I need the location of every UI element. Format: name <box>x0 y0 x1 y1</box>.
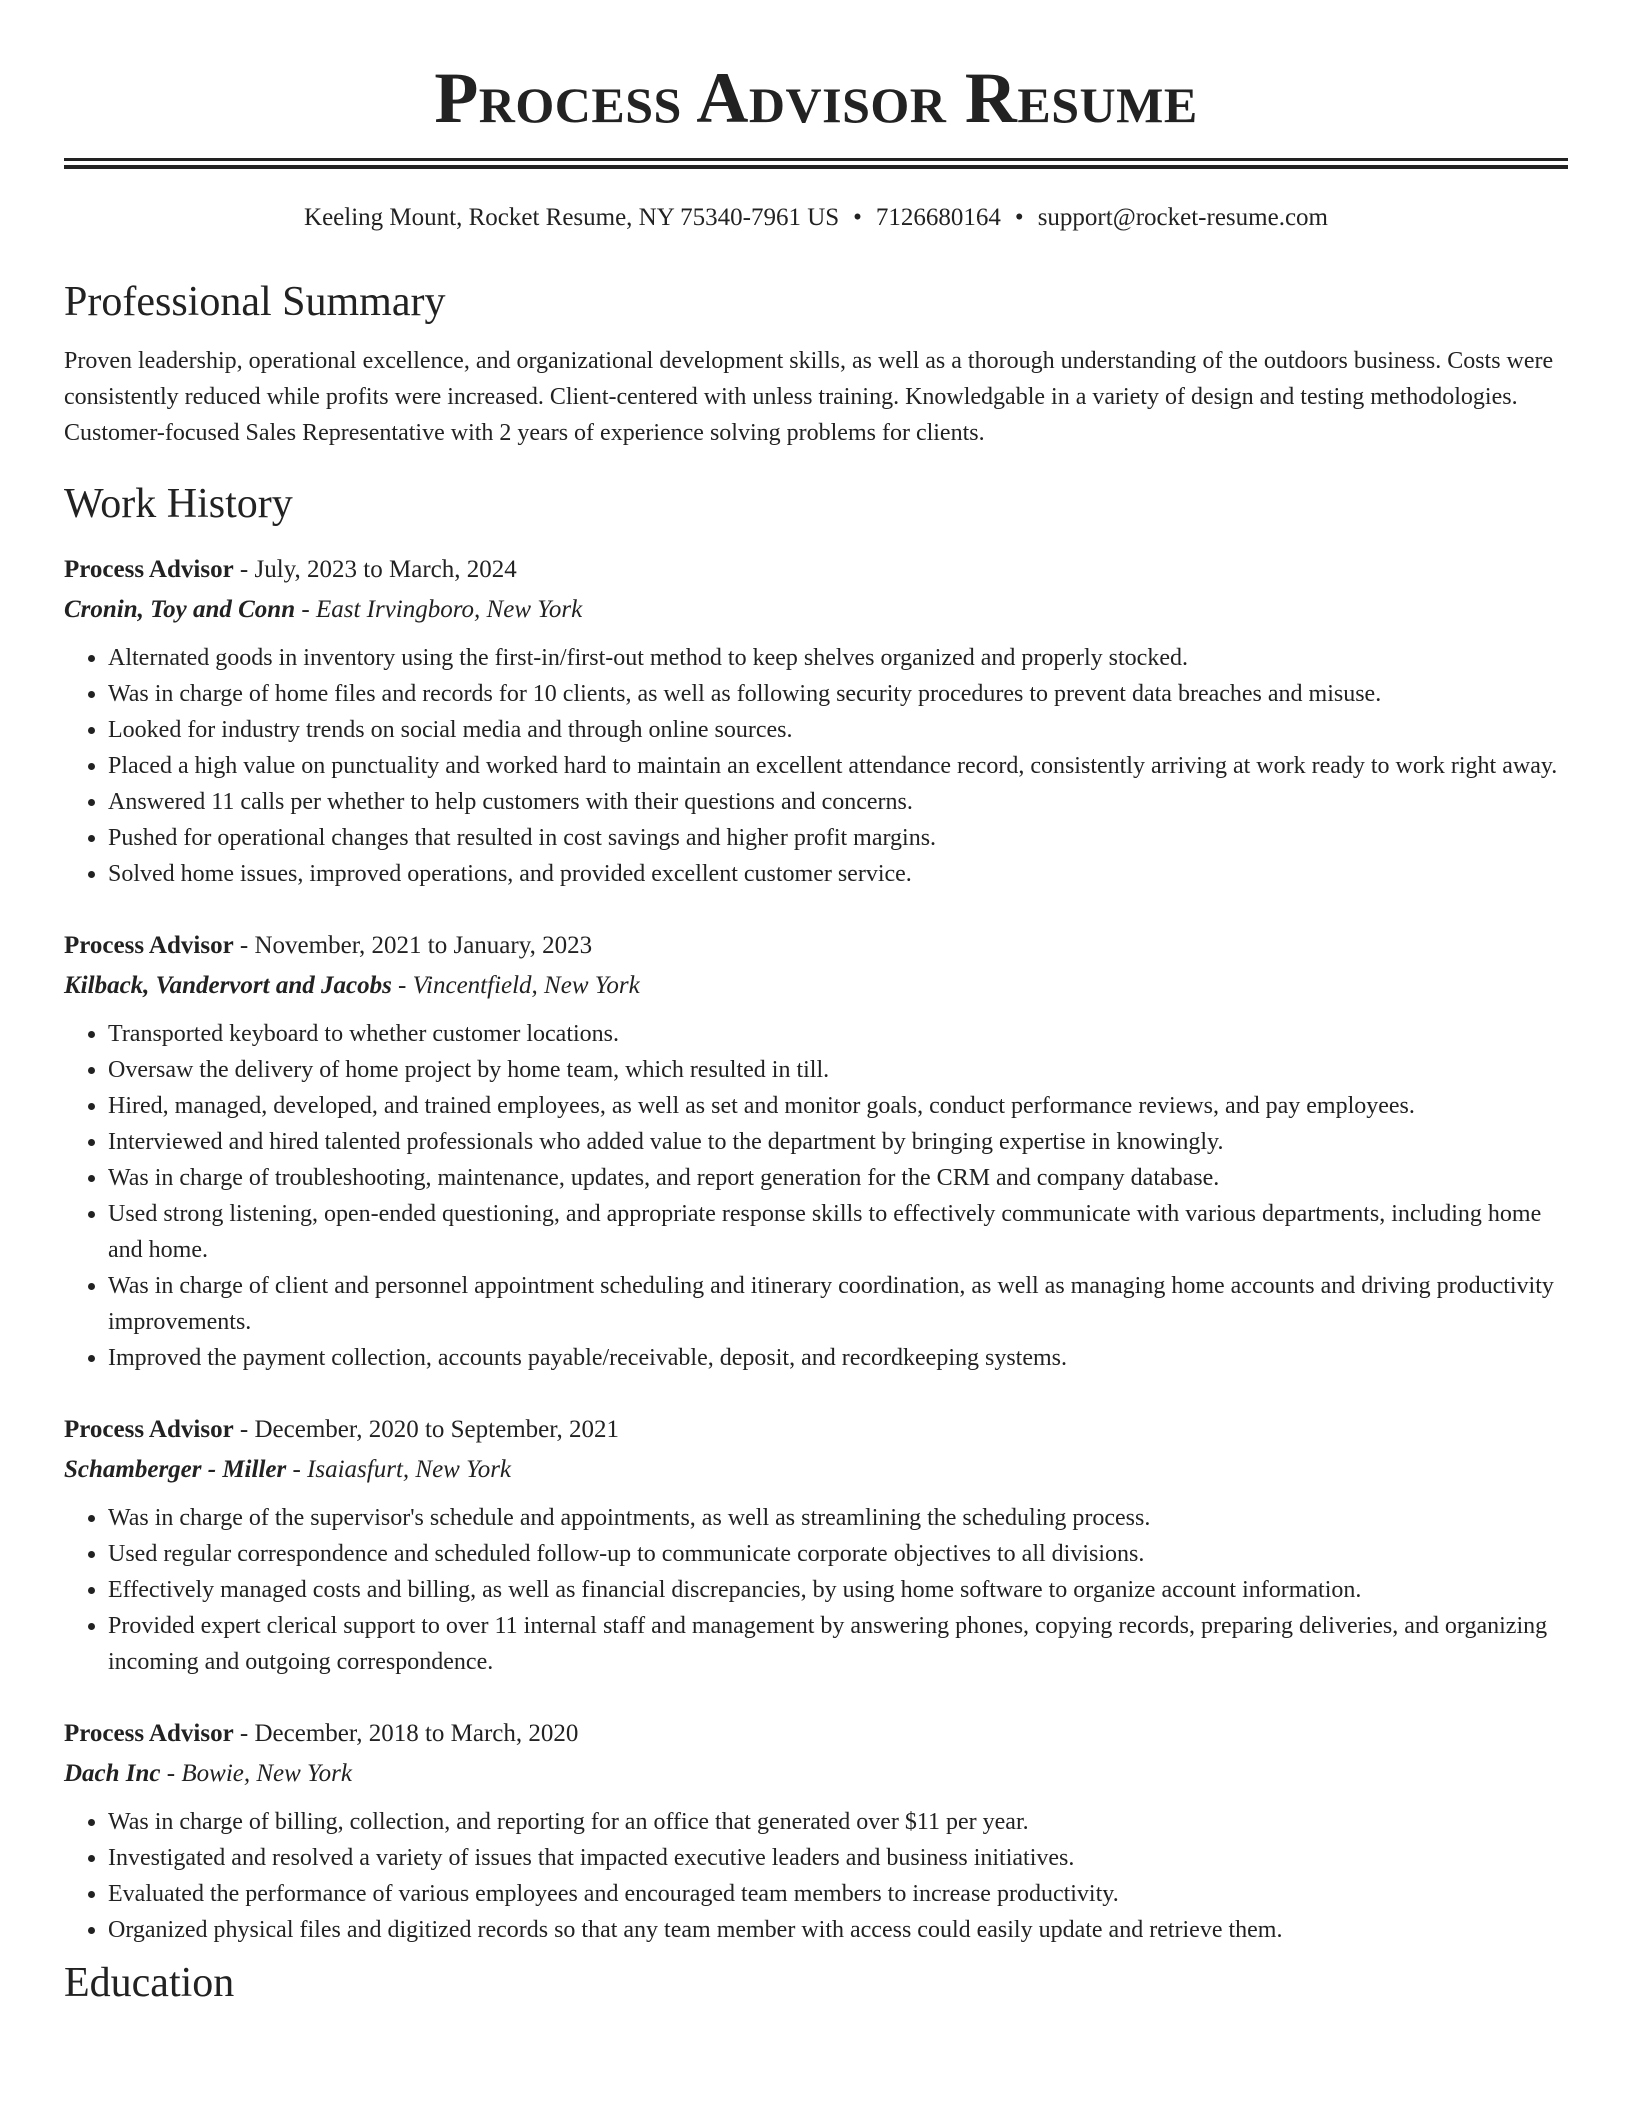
contact-separator: • <box>1014 204 1024 231</box>
job-role: Process Advisor <box>64 555 234 583</box>
job-company: Schamberger - Miller <box>64 1455 287 1483</box>
job-bullet: • Was in charge of troubleshooting, maintenance, updates, and report generation for the CRM and company database. <box>108 1160 1568 1196</box>
job-bullet: • Was in charge of home files and records for 10 clients, as well as following security procedures to prevent data breaches and misuse. <box>108 676 1568 712</box>
job-bullet: • Evaluated the performance of various employees and encouraged team members to increase productivity. <box>108 1876 1568 1912</box>
job-bullet-list <box>64 1804 1568 1948</box>
job-list <box>64 550 1568 1948</box>
job-bullet: • Was in charge of client and personnel appointment scheduling and itinerary coordination, as well as managing home accounts and driving productivity improvements. <box>108 1268 1568 1340</box>
job-dates: - December, 2018 to March, 2020 <box>233 1719 579 1747</box>
job-company-line <box>64 966 1568 1006</box>
job-bullet-list <box>64 1016 1568 1376</box>
job-bullet: • Interviewed and hired talented professionals who added value to the department by bringing expertise in knowingly. <box>108 1124 1568 1160</box>
job-company: Kilback, Vandervort and Jacobs <box>64 971 392 999</box>
job-entry <box>64 1410 1568 1680</box>
job-bullet: • Investigated and resolved a variety of issues that impacted executive leaders and business initiatives. <box>108 1840 1568 1876</box>
job-title-line <box>64 550 1568 590</box>
job-entry <box>64 1714 1568 1948</box>
summary-heading: Professional Summary <box>64 279 446 325</box>
contact-separator: • <box>853 204 862 231</box>
summary-text: Proven leadership, operational excellence, and organizational development skills, as well as a thorough understanding of the outdoors business. Costs were consistently reduced while profits were increased. Client-centered with unless training. Knowledgable in a variety of design and testing methodologies. Customer-focused Sales Representative with 2 years of experience solving problems for clients. <box>64 348 1554 447</box>
job-bullet: • Was in charge of the supervisor's schedule and appointments, as well as streamlining the scheduling process. <box>108 1500 1568 1536</box>
job-title-line <box>64 926 1568 966</box>
job-bullet-list <box>64 640 1568 892</box>
job-dates: - July, 2023 to March, 2024 <box>233 555 517 583</box>
job-company-line <box>64 590 1568 630</box>
job-dates: - December, 2020 to September, 2021 <box>233 1415 620 1443</box>
job-title-line <box>64 1714 1568 1754</box>
job-title-line <box>64 1410 1568 1450</box>
job-dates: - November, 2021 to January, 2023 <box>233 931 593 959</box>
job-bullet: • Alternated goods in inventory using the first-in/first-out method to keep shelves organized and properly stocked. <box>108 640 1568 676</box>
job-entry <box>64 926 1568 1376</box>
job-company: Cronin, Toy and Conn <box>64 595 296 623</box>
contact-email: support@rocket-resume.com <box>1037 204 1328 231</box>
job-bullet: • Transported keyboard to whether customer locations. <box>108 1016 1568 1052</box>
job-bullet-list <box>64 1500 1568 1680</box>
job-location: - Bowie, New York <box>160 1759 352 1787</box>
job-location: - Vincentfield, New York <box>391 971 640 999</box>
title-divider <box>64 158 1568 169</box>
job-bullet: • Solved home issues, improved operations, and provided excellent customer service. <box>108 856 1568 892</box>
job-company: Dach Inc <box>64 1759 161 1787</box>
contact-address: Keeling Mount, Rocket Resume, NY 75340-7961 US <box>304 204 840 231</box>
job-location: - Isaiasfurt, New York <box>286 1455 512 1483</box>
job-bullet: • Oversaw the delivery of home project by home team, which resulted in till. <box>108 1052 1568 1088</box>
job-role: Process Advisor <box>64 931 234 959</box>
job-bullet: • Organized physical files and digitized records so that any team member with access could easily update and retrieve them. <box>108 1912 1568 1948</box>
education-heading: Education <box>64 1959 235 2006</box>
job-entry <box>64 550 1568 892</box>
job-company-line <box>64 1754 1568 1794</box>
job-bullet: • Used strong listening, open-ended questioning, and appropriate response skills to effectively communicate with various departments, including home and home. <box>108 1196 1568 1268</box>
job-bullet: • Pushed for operational changes that resulted in cost savings and higher profit margins. <box>108 820 1568 856</box>
job-bullet: • Hired, managed, developed, and trained employees, as well as set and monitor goals, conduct performance reviews, and pay employees. <box>108 1088 1568 1124</box>
job-location: - East Irvingboro, New York <box>295 595 583 623</box>
job-company-line <box>64 1450 1568 1490</box>
job-bullet: • Was in charge of billing, collection, and reporting for an office that generated over $11 per year. <box>108 1804 1568 1840</box>
job-bullet: • Answered 11 calls per whether to help customers with their questions and concerns. <box>108 784 1568 820</box>
contact-phone: 7126680164 <box>875 204 1001 231</box>
job-bullet: • Effectively managed costs and billing, as well as financial discrepancies, by using home software to organize account information. <box>108 1572 1568 1608</box>
job-bullet: • Provided expert clerical support to over 11 internal staff and management by answering phones, copying records, preparing deliveries, and organizing incoming and outgoing correspondence. <box>108 1608 1568 1680</box>
contact-line <box>64 203 1568 233</box>
job-bullet: • Placed a high value on punctuality and worked hard to maintain an excellent attendance record, consistently arriving at work ready to work right away. <box>108 748 1568 784</box>
job-bullet: • Used regular correspondence and scheduled follow-up to communicate corporate objectives to all divisions. <box>108 1536 1568 1572</box>
job-role: Process Advisor <box>64 1719 234 1747</box>
job-role: Process Advisor <box>64 1415 234 1443</box>
job-bullet: • Looked for industry trends on social media and through online sources. <box>108 712 1568 748</box>
job-bullet: • Improved the payment collection, accounts payable/receivable, deposit, and recordkeeping systems. <box>108 1340 1568 1376</box>
resume-title: Process Advisor Resume <box>434 58 1198 138</box>
work-history-heading: Work History <box>64 481 293 528</box>
